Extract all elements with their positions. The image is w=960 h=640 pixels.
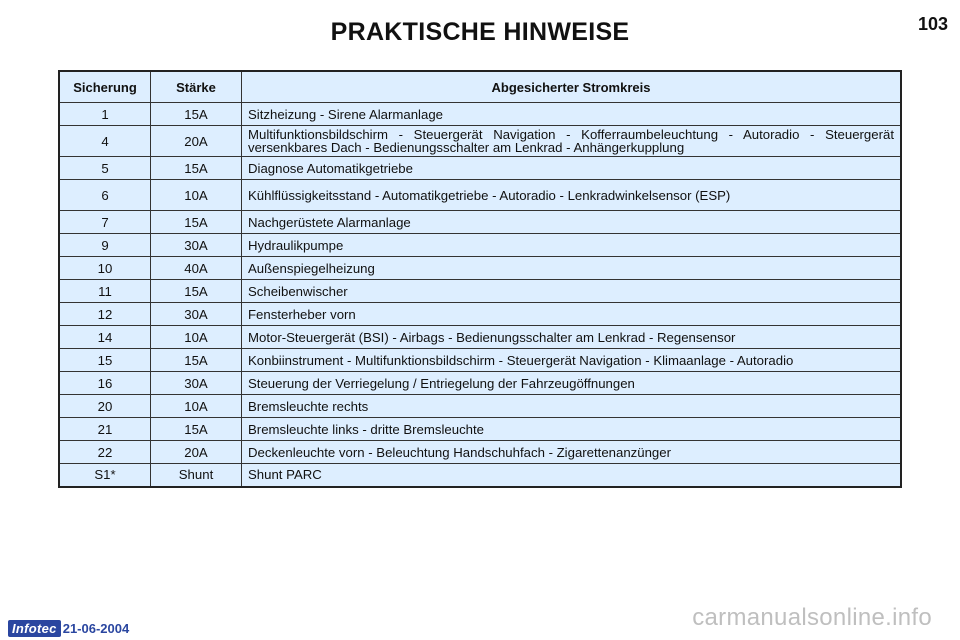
watermark: carmanualsonline.info xyxy=(692,604,932,631)
fuse-rating-cell: 10A xyxy=(151,180,242,211)
page-title: PRAKTISCHE HINWEISE xyxy=(330,18,630,46)
table-row xyxy=(59,372,901,395)
fuse-rating-cell: 15A xyxy=(151,418,242,441)
fuse-circuit-cell: Hydraulikpumpe xyxy=(242,234,902,257)
fuse-rating-cell: 15A xyxy=(151,349,242,372)
fuse-rating-cell: 30A xyxy=(151,372,242,395)
fuse-rating-cell: 15A xyxy=(151,157,242,180)
fuse-circuit-cell: Shunt PARC xyxy=(242,464,902,487)
fuse-circuit-cell: Bremsleuchte rechts xyxy=(242,395,902,418)
fuse-circuit-cell: Sitzheizung - Sirene Alarmanlage xyxy=(242,103,902,126)
fuse-circuit-cell: Motor-Steuergerät (BSI) - Airbags - Bedienungsschalter am Lenkrad - Regensensor xyxy=(242,326,902,349)
fuse-number-cell: 6 xyxy=(59,180,151,211)
table-row xyxy=(59,280,901,303)
table-row xyxy=(59,126,901,157)
fuse-number-cell: S1* xyxy=(59,464,151,487)
fuse-number-cell: 7 xyxy=(59,211,151,234)
fuse-rating-cell: 30A xyxy=(151,303,242,326)
table-row xyxy=(59,180,901,211)
table-row xyxy=(59,349,901,372)
column-header-rating: Stärke xyxy=(151,71,242,103)
fuse-circuit-cell: Fensterheber vorn xyxy=(242,303,902,326)
fuse-circuit-cell: Scheibenwischer xyxy=(242,280,902,303)
fuse-circuit-cell: Nachgerüstete Alarmanlage xyxy=(242,211,902,234)
fuse-number-cell: 1 xyxy=(59,103,151,126)
fuse-rating-cell: 15A xyxy=(151,211,242,234)
fuse-circuit-cell: Kühlflüssigkeitsstand - Automatikgetriebe - Autoradio - Lenkradwinkelsensor (ESP) xyxy=(242,180,902,211)
page-number: 103 xyxy=(917,14,948,34)
fuse-rating-cell: 10A xyxy=(151,395,242,418)
fuse-rating-cell: Shunt xyxy=(151,464,242,487)
table-row xyxy=(59,326,901,349)
table-row xyxy=(59,234,901,257)
fuse-rating-cell: 40A xyxy=(151,257,242,280)
column-header-circuit: Abgesicherter Stromkreis xyxy=(242,71,902,103)
fuse-rating-cell: 10A xyxy=(151,326,242,349)
fuse-number-cell: 16 xyxy=(59,372,151,395)
fuse-rating-cell: 20A xyxy=(151,126,242,157)
table-row xyxy=(59,157,901,180)
table-row xyxy=(59,464,901,487)
fuse-rating-cell: 15A xyxy=(151,280,242,303)
infotec-logo: Infotec xyxy=(8,620,61,637)
table-row xyxy=(59,441,901,464)
footer-date: 21-06-2004 xyxy=(62,621,130,636)
table-row xyxy=(59,103,901,126)
fuse-number-cell: 4 xyxy=(59,126,151,157)
fuse-table-container xyxy=(58,70,902,488)
fuse-circuit-cell: Steuerung der Verriegelung / Entriegelung der Fahrzeugöffnungen xyxy=(242,372,902,395)
table-row xyxy=(59,211,901,234)
fuse-circuit-cell: Bremsleuchte links - dritte Bremsleuchte xyxy=(242,418,902,441)
fuse-rating-cell: 30A xyxy=(151,234,242,257)
fuse-rating-cell: 15A xyxy=(151,103,242,126)
fuse-number-cell: 15 xyxy=(59,349,151,372)
fuse-rating-cell: 20A xyxy=(151,441,242,464)
fuse-table xyxy=(58,70,902,488)
fuse-circuit-cell: Diagnose Automatikgetriebe xyxy=(242,157,902,180)
fuse-number-cell: 10 xyxy=(59,257,151,280)
table-header-row xyxy=(59,71,901,103)
fuse-number-cell: 12 xyxy=(59,303,151,326)
table-row xyxy=(59,395,901,418)
fuse-number-cell: 21 xyxy=(59,418,151,441)
footer xyxy=(8,620,129,637)
fuse-circuit-cell: Multifunktionsbildschirm - Steuergerät Navigation - Kofferraumbeleuchtung - Autoradio - Steuergerät versenkbares Dach - Bedienungsschalter am Lenkrad - Anhängerkupplung xyxy=(242,126,902,157)
fuse-number-cell: 20 xyxy=(59,395,151,418)
fuse-circuit-cell: Deckenleuchte vorn - Beleuchtung Handschuhfach - Zigarettenanzünger xyxy=(242,441,902,464)
fuse-number-cell: 9 xyxy=(59,234,151,257)
table-row xyxy=(59,303,901,326)
fuse-number-cell: 11 xyxy=(59,280,151,303)
fuse-number-cell: 14 xyxy=(59,326,151,349)
fuse-circuit-cell: Konbiinstrument - Multifunktionsbildschirm - Steuergerät Navigation - Klimaanlage - Autoradio xyxy=(242,349,902,372)
fuse-number-cell: 22 xyxy=(59,441,151,464)
column-header-fuse: Sicherung xyxy=(59,71,151,103)
fuse-number-cell: 5 xyxy=(59,157,151,180)
table-row xyxy=(59,418,901,441)
table-row xyxy=(59,257,901,280)
fuse-circuit-cell: Außenspiegelheizung xyxy=(242,257,902,280)
